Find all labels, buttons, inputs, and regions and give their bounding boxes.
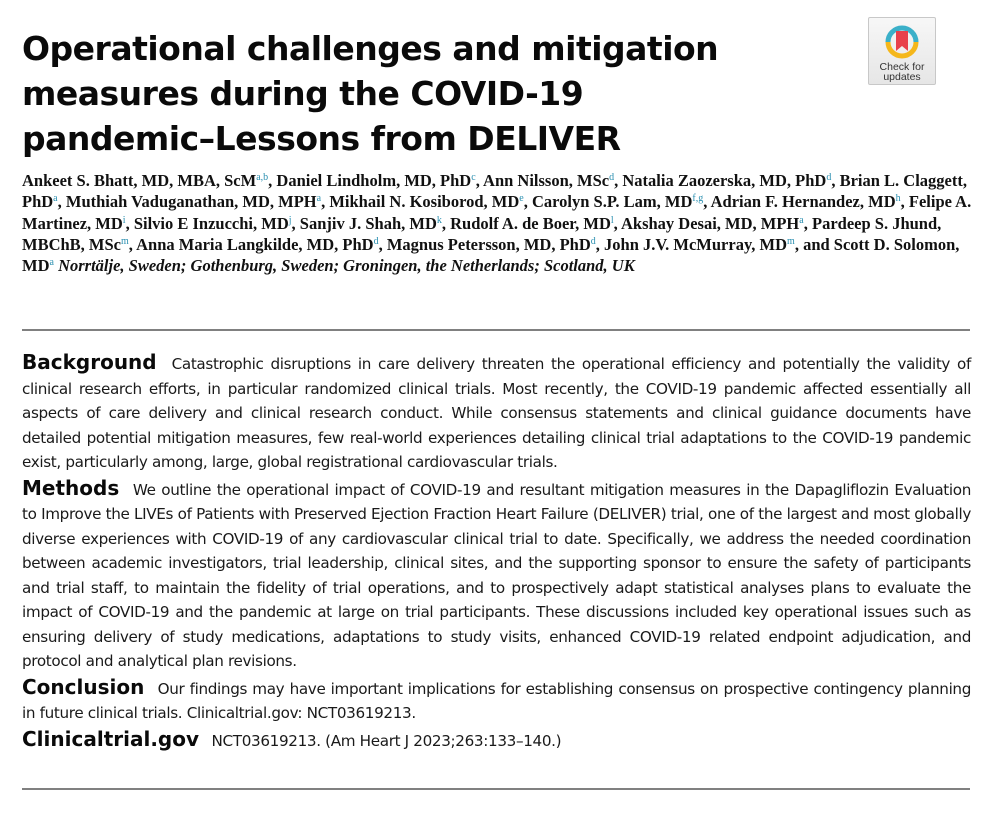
affiliation-link[interactable]: d [373,235,379,247]
author: Muthiah Vaduganathan, MD, MPH [65,192,317,212]
author: Silvio E Inzucchi, MD [133,213,289,233]
conclusion-text: Our findings may have important implications for establishing consensus on prospective contingency planning in future clinical trials. Clinicaltrial.gov: NCT03619213. [22,679,971,722]
abstract-registration [22,727,971,754]
divider-top [22,329,970,331]
affiliation-link[interactable]: m [121,235,129,247]
abstract-background [22,350,971,475]
affiliation-link[interactable]: e [519,193,524,205]
check-for-updates-line1: Check for [879,61,925,73]
affiliation-link[interactable]: i [122,214,126,226]
background-text: Catastrophic disruptions in care delivery threaten the operational efficiency and potentially the validity of clinical research efforts, in particular randomized clinical trials. Most recently, the COVID-19 pandemic affected essentially all aspects of care delivery and clinical research conduct. While consensus statements and clinical guidance documents have detailed potential mitigation measures, few real-world experiences detailing clinical trial adaptations to the COVID-19 pandemic exist, particularly among, large, global registrational cardiovascular trials. [22,355,971,471]
check-for-updates-badge[interactable] [868,17,936,85]
author-list: Ankeet S. Bhatt, MD, MBA, ScM$^{a,b}$, Daniel Lindholm, MD, PhD$^c$, Ann Nilsson, MSc$^d$, Natalia Zaozerska, MD, PhD$^d$, Brian L. Claggett, PhD$^a$, Muthiah Vaduganathan, MD, MPH$^a$, Mikhail N. Kosiborod, MDe, Carolyn S.P. Lam, MD$^{f,g}$, Adrian F. Hernandez, $MD^h$, Felipe A. Martinez, $MD^i$, Silvio E Inzucchi, $MD^j$, Sanjiv J. Shah, $MD^k$, Rudolf A. de Boer, $MD^l$, Akshay Desai, MD, MPH$^a$, Pardeep S. Jhund, MBChB, MSc$^m$, Anna Maria Langkilde, MD, PhD$^d$, Magnus Petersson, MD, PhD$^d$, John J.V. McMurray, $MD^m$, and Scott D. Solomon, $MD^a$ Norrtälje, Sweden; Gothenburg, Sweden; Groningen, the Netherlands; Scotland, UK [22,171,972,276]
affiliation-link[interactable]: a,b [256,172,269,183]
author: Rudolf A. de Boer, MD [450,213,611,233]
affiliation-link[interactable]: c [471,172,476,183]
section-heading-background: Background [22,350,157,374]
author: Carolyn S.P. Lam, MD [531,192,693,212]
abstract [22,350,971,754]
author: Felipe A. Martinez, MD [22,192,972,233]
abstract-methods [22,476,971,674]
check-for-updates-line2: updates [883,71,921,83]
author: Mikhail N. Kosiborod, MD [329,192,520,212]
author: Anna Maria Langkilde, MD, PhD [136,234,374,254]
author-locations: Norrtälje, Sweden; Gothenburg, Sweden; Groningen, the Netherlands; Scotland, UK [58,256,635,276]
registration-text: NCT03619213. (Am Heart J 2023;263:133–140.) [211,731,562,750]
author: Sanjiv J. Shah, MD [299,213,437,233]
affiliation-link[interactable]: h [895,193,901,205]
author: Ankeet S. Bhatt, MD, MBA, ScM [22,171,257,190]
divider-bottom [22,788,970,790]
author: Daniel Lindholm, MD, PhD [276,171,472,190]
affiliation-link[interactable]: a [49,257,54,269]
affiliation-link[interactable]: d [609,172,615,183]
author: Brian L. Claggett, PhD [22,171,967,212]
author: Akshay Desai, MD, MPH [620,213,800,233]
affiliation-link[interactable]: d [590,235,596,247]
section-heading-conclusion: Conclusion [22,674,145,699]
author: Pardeep S. Jhund, MBChB, MSc [22,213,942,254]
crossmark-icon [882,22,922,62]
section-heading-methods: Methods [22,475,120,500]
author: Magnus Petersson, MD, PhD [386,234,591,254]
affiliation-link[interactable]: a [799,214,804,226]
author: Adrian F. Hernandez, MD [710,192,896,212]
section-heading-registration: Clinicaltrial.gov [22,726,200,751]
affiliation-link[interactable]: d [826,172,832,183]
affiliation-link[interactable]: a [316,193,322,205]
affiliation-link[interactable]: l [610,214,614,226]
affiliation-link[interactable]: a [53,193,58,205]
affiliation-link[interactable]: m [787,235,795,247]
author: Natalia Zaozerska, MD, PhD [622,171,827,190]
affiliation-link[interactable]: j [288,214,292,226]
author: John J.V. McMurray, MD [604,234,788,254]
affiliation-link[interactable]: k [436,214,442,226]
methods-text: We outline the operational impact of COVID-19 and resultant mitigation measures in the Dapagliflozin Evaluation to Improve the LIVEs of Patients with Preserved Ejection Fraction Heart Failure (DELIVER) trial, one of the largest and most globally diverse experiences with COVID-19 of any cardiovascular clinical trial to date. Specifically, we address the needed coordination between academic investigators, trial leadership, clinical sites, and the supporting sponsor to ensure the safety of participants and trial staff, to maintain the fidelity of trial operations, and to prospectively adapt statistical analyses plans to evaluate the impact of COVID-19 and the pandemic at large on trial participants. These discussions included key operational issues such as ensuring delivery of study medications, adaptations to study visits, enhanced COVID-19 related endpoint adjudication, and protocol and analytical plan revisions. [22,480,971,670]
author: Ann Nilsson, MSc [483,171,610,190]
abstract-conclusion [22,675,971,726]
affiliation-link[interactable]: f,g [692,193,704,205]
article-title: Operational challenges and mitigation measures during the COVID-19 pandemic–Lessons from DELIVER [22,29,719,158]
author: and Scott D. Solomon, MD [22,234,960,276]
